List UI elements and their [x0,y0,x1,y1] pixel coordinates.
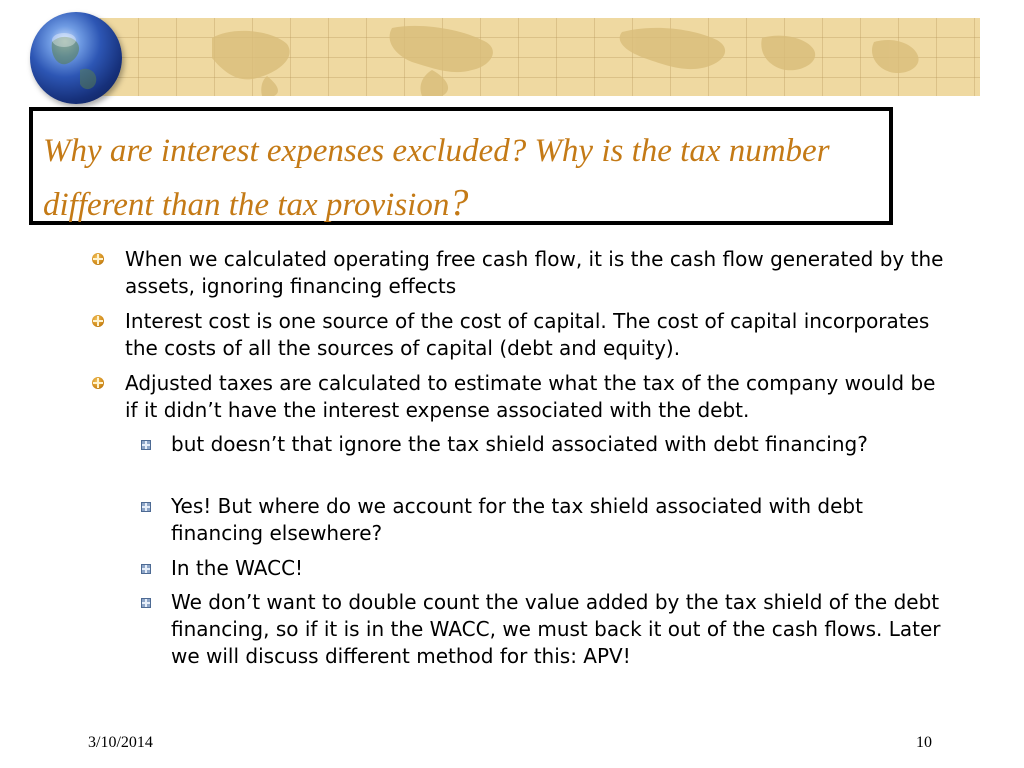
slide-title-question-mark: ? [449,182,469,224]
orange-cross-bullet-icon [92,315,104,327]
blue-square-bullet-icon [141,564,151,574]
page-number: 10 [916,734,932,751]
slide-title-text: Why are interest expenses excluded? Why is the tax number different than the tax provision [43,133,830,223]
sub-bullet-item: but doesn’t that ignore the tax shield associated with debt financing? [171,432,868,456]
blue-square-bullet-icon [141,502,151,512]
world-map-silhouette [62,18,980,96]
blue-square-bullet-icon [141,598,151,608]
world-map-banner [62,18,980,96]
blue-square-bullet-icon [141,440,151,450]
slide-title-box [29,107,893,225]
footer-date: 3/10/2014 [88,734,153,751]
sub-bullet-item: We don’t want to double count the value added by the tax shield of the debt financing, so if it is in the WACC, we must back it out of the cash flows. Later we will discuss different method for this: APV! [171,590,941,668]
globe-continents [30,12,122,104]
slide-title [43,125,883,231]
orange-cross-bullet-icon [92,253,104,265]
orange-cross-bullet-icon [92,377,104,389]
sub-bullet-item: Yes! But where do we account for the tax shield associated with debt financing elsewhere? [171,494,863,545]
bullet-item: Interest cost is one source of the cost of capital. The cost of capital incorporates the costs of all the sources of capital (debt and equity). [125,309,930,360]
globe-icon [30,12,122,104]
bullet-item: Adjusted taxes are calculated to estimate what the tax of the company would be if it didn’t have the interest expense associated with the debt. [125,371,936,422]
bullet-item: When we calculated operating free cash flow, it is the cash flow generated by the assets, ignoring financing effects [125,247,944,298]
sub-bullet-item: In the WACC! [171,556,304,580]
